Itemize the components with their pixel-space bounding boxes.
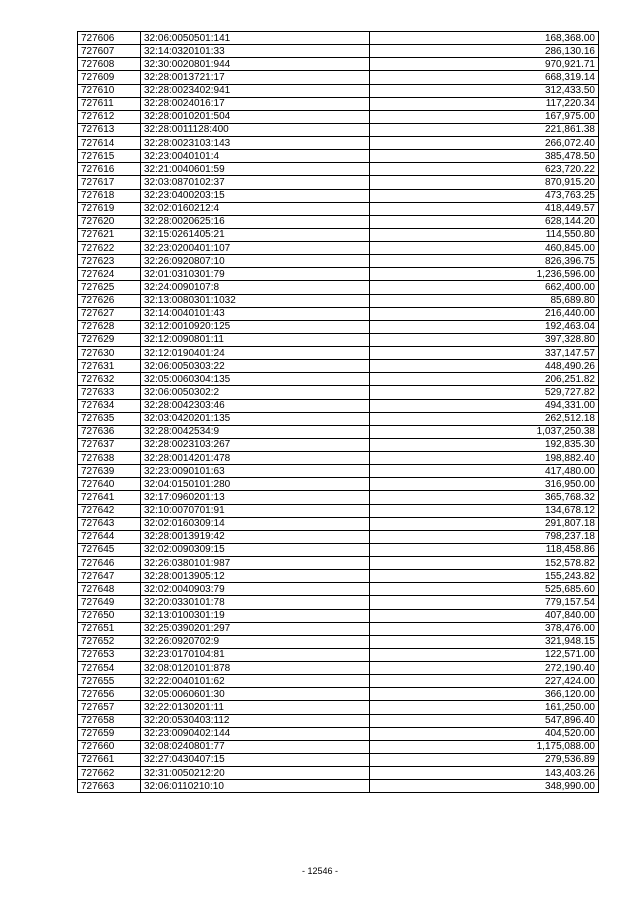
table-row: [78, 530, 599, 543]
table-row: [78, 163, 599, 176]
table-row: [78, 517, 599, 530]
cadastral-number-cell: 32:15:0261405:21: [141, 228, 370, 241]
row-id-cell: 727626: [78, 294, 141, 307]
row-id-cell: 727609: [78, 71, 141, 84]
value-cell: 155,243.82: [370, 570, 599, 583]
table-row: [78, 648, 599, 661]
value-cell: 970,921.71: [370, 58, 599, 71]
cadastral-number-cell: 32:02:0160309:14: [141, 517, 370, 530]
row-id-cell: 727663: [78, 780, 141, 793]
cadastral-number-cell: 32:06:0110210:10: [141, 780, 370, 793]
cadastral-number-cell: 32:31:0050212:20: [141, 767, 370, 780]
value-cell: 117,220.34: [370, 97, 599, 110]
cadastral-number-cell: 32:30:0020801:944: [141, 58, 370, 71]
table-row: [78, 360, 599, 373]
cadastral-number-cell: 32:28:0013905:12: [141, 570, 370, 583]
cadastral-number-cell: 32:06:0050501:141: [141, 32, 370, 45]
cadastral-number-cell: 32:14:0320101:33: [141, 45, 370, 58]
table-row: [78, 570, 599, 583]
row-id-cell: 727660: [78, 740, 141, 753]
value-cell: 316,950.00: [370, 478, 599, 491]
row-id-cell: 727619: [78, 202, 141, 215]
value-cell: 167,975.00: [370, 110, 599, 123]
table-row: [78, 255, 599, 268]
row-id-cell: 727647: [78, 570, 141, 583]
table-row: [78, 373, 599, 386]
cadastral-number-cell: 32:23:0090402:144: [141, 727, 370, 740]
value-cell: 321,948.15: [370, 635, 599, 648]
table-row: [78, 386, 599, 399]
row-id-cell: 727628: [78, 320, 141, 333]
value-cell: 312,433.50: [370, 84, 599, 97]
cadastral-number-cell: 32:28:0042303:46: [141, 399, 370, 412]
row-id-cell: 727659: [78, 727, 141, 740]
cadastral-number-cell: 32:12:0190401:24: [141, 347, 370, 360]
cadastral-number-cell: 32:28:0010201:504: [141, 110, 370, 123]
value-cell: 407,840.00: [370, 609, 599, 622]
table-row: [78, 465, 599, 478]
row-id-cell: 727614: [78, 137, 141, 150]
row-id-cell: 727620: [78, 215, 141, 228]
cadastral-number-cell: 32:25:0390201:297: [141, 622, 370, 635]
table-row: [78, 84, 599, 97]
value-cell: 168,368.00: [370, 32, 599, 45]
value-cell: 221,861.38: [370, 123, 599, 136]
row-id-cell: 727636: [78, 425, 141, 438]
table-row: [78, 438, 599, 451]
cadastral-number-cell: 32:28:0042534:9: [141, 425, 370, 438]
table-row: [78, 753, 599, 766]
table-row: [78, 491, 599, 504]
row-id-cell: 727615: [78, 150, 141, 163]
cadastral-value-table: [77, 31, 599, 793]
table-row: [78, 137, 599, 150]
row-id-cell: 727662: [78, 767, 141, 780]
cadastral-number-cell: 32:02:0160212:4: [141, 202, 370, 215]
cadastral-number-cell: 32:28:0023103:267: [141, 438, 370, 451]
value-cell: 448,490.26: [370, 360, 599, 373]
value-cell: 417,480.00: [370, 465, 599, 478]
table-row: [78, 557, 599, 570]
value-cell: 216,440.00: [370, 307, 599, 320]
table-row: [78, 714, 599, 727]
cadastral-number-cell: 32:28:0023402:941: [141, 84, 370, 97]
value-cell: 1,175,088.00: [370, 740, 599, 753]
value-cell: 348,990.00: [370, 780, 599, 793]
table-row: [78, 320, 599, 333]
cadastral-number-cell: 32:28:0023103:143: [141, 137, 370, 150]
row-id-cell: 727645: [78, 543, 141, 556]
value-cell: 547,896.40: [370, 714, 599, 727]
cadastral-number-cell: 32:01:0310301:79: [141, 268, 370, 281]
table-row: [78, 58, 599, 71]
value-cell: 337,147.57: [370, 347, 599, 360]
cadastral-number-cell: 32:23:0040101:4: [141, 150, 370, 163]
value-cell: 134,678.12: [370, 504, 599, 517]
cadastral-number-cell: 32:20:0330101:78: [141, 596, 370, 609]
row-id-cell: 727616: [78, 163, 141, 176]
value-cell: 279,536.89: [370, 753, 599, 766]
value-cell: 192,835.30: [370, 438, 599, 451]
table-row: [78, 202, 599, 215]
row-id-cell: 727652: [78, 635, 141, 648]
row-id-cell: 727658: [78, 714, 141, 727]
row-id-cell: 727623: [78, 255, 141, 268]
value-cell: 378,476.00: [370, 622, 599, 635]
row-id-cell: 727625: [78, 281, 141, 294]
table-row: [78, 596, 599, 609]
table-row: [78, 123, 599, 136]
value-cell: 266,072.40: [370, 137, 599, 150]
value-cell: 628,144.20: [370, 215, 599, 228]
row-id-cell: 727649: [78, 596, 141, 609]
cadastral-number-cell: 32:02:0090309:15: [141, 543, 370, 556]
row-id-cell: 727651: [78, 622, 141, 635]
value-cell: 122,571.00: [370, 648, 599, 661]
cadastral-number-cell: 32:10:0070701:91: [141, 504, 370, 517]
table-row: [78, 425, 599, 438]
row-id-cell: 727646: [78, 557, 141, 570]
cadastral-number-cell: 32:28:0020625:16: [141, 215, 370, 228]
row-id-cell: 727653: [78, 648, 141, 661]
table-row: [78, 189, 599, 202]
table-row: [78, 333, 599, 346]
row-id-cell: 727655: [78, 675, 141, 688]
value-cell: 494,331.00: [370, 399, 599, 412]
table-row: [78, 215, 599, 228]
value-cell: 366,120.00: [370, 688, 599, 701]
row-id-cell: 727648: [78, 583, 141, 596]
cadastral-number-cell: 32:26:0920807:10: [141, 255, 370, 268]
table-row: [78, 399, 599, 412]
cadastral-number-cell: 32:05:0060304:135: [141, 373, 370, 386]
cadastral-number-cell: 32:28:0024016:17: [141, 97, 370, 110]
cadastral-number-cell: 32:22:0130201:11: [141, 701, 370, 714]
value-cell: 227,424.00: [370, 675, 599, 688]
table-row: [78, 675, 599, 688]
row-id-cell: 727608: [78, 58, 141, 71]
row-id-cell: 727657: [78, 701, 141, 714]
cadastral-number-cell: 32:20:0530403:112: [141, 714, 370, 727]
value-cell: 525,685.60: [370, 583, 599, 596]
row-id-cell: 727631: [78, 360, 141, 373]
value-cell: 418,449.57: [370, 202, 599, 215]
value-cell: 385,478.50: [370, 150, 599, 163]
row-id-cell: 727611: [78, 97, 141, 110]
row-id-cell: 727641: [78, 491, 141, 504]
value-cell: 365,768.32: [370, 491, 599, 504]
cadastral-number-cell: 32:28:0013919:42: [141, 530, 370, 543]
value-cell: 662,400.00: [370, 281, 599, 294]
row-id-cell: 727642: [78, 504, 141, 517]
cadastral-number-cell: 32:23:0200401:107: [141, 242, 370, 255]
cadastral-number-cell: 32:12:0010920:125: [141, 320, 370, 333]
table-row: [78, 150, 599, 163]
value-cell: 114,550.80: [370, 228, 599, 241]
cadastral-number-cell: 32:27:0430407:15: [141, 753, 370, 766]
value-cell: 473,763.25: [370, 189, 599, 202]
row-id-cell: 727624: [78, 268, 141, 281]
row-id-cell: 727612: [78, 110, 141, 123]
table-row: [78, 701, 599, 714]
table-row: [78, 294, 599, 307]
value-cell: 152,578.82: [370, 557, 599, 570]
row-id-cell: 727610: [78, 84, 141, 97]
value-cell: 779,157.54: [370, 596, 599, 609]
value-cell: 192,463.04: [370, 320, 599, 333]
cadastral-number-cell: 32:04:0150101:280: [141, 478, 370, 491]
value-cell: 870,915.20: [370, 176, 599, 189]
value-cell: 262,512.18: [370, 412, 599, 425]
row-id-cell: 727643: [78, 517, 141, 530]
value-cell: 118,458.86: [370, 543, 599, 556]
cadastral-number-cell: 32:28:0013721:17: [141, 71, 370, 84]
row-id-cell: 727656: [78, 688, 141, 701]
cadastral-number-cell: 32:22:0040101:62: [141, 675, 370, 688]
cadastral-number-cell: 32:24:0090107:8: [141, 281, 370, 294]
cadastral-number-cell: 32:13:0100301:19: [141, 609, 370, 622]
cadastral-number-cell: 32:08:0120101:878: [141, 662, 370, 675]
cadastral-number-cell: 32:12:0090801:11: [141, 333, 370, 346]
value-cell: 668,319.14: [370, 71, 599, 84]
table-row: [78, 268, 599, 281]
row-id-cell: 727634: [78, 399, 141, 412]
cadastral-number-cell: 32:13:0080301:1032: [141, 294, 370, 307]
table-row: [78, 45, 599, 58]
value-cell: 206,251.82: [370, 373, 599, 386]
row-id-cell: 727639: [78, 465, 141, 478]
value-cell: 1,037,250.38: [370, 425, 599, 438]
table-row: [78, 727, 599, 740]
table-row: [78, 583, 599, 596]
cadastral-number-cell: 32:21:0040601:59: [141, 163, 370, 176]
table-body: [78, 32, 599, 793]
cadastral-number-cell: 32:28:0014201:478: [141, 452, 370, 465]
table-row: [78, 281, 599, 294]
table-row: [78, 635, 599, 648]
row-id-cell: 727621: [78, 228, 141, 241]
cadastral-number-cell: 32:23:0090101:63: [141, 465, 370, 478]
table-row: [78, 242, 599, 255]
cadastral-number-cell: 32:28:0011128:400: [141, 123, 370, 136]
row-id-cell: 727613: [78, 123, 141, 136]
table-row: [78, 347, 599, 360]
value-cell: 529,727.82: [370, 386, 599, 399]
value-cell: 798,237.18: [370, 530, 599, 543]
row-id-cell: 727618: [78, 189, 141, 202]
row-id-cell: 727635: [78, 412, 141, 425]
row-id-cell: 727654: [78, 662, 141, 675]
row-id-cell: 727630: [78, 347, 141, 360]
table-row: [78, 543, 599, 556]
row-id-cell: 727661: [78, 753, 141, 766]
cadastral-number-cell: 32:23:0400203:15: [141, 189, 370, 202]
row-id-cell: 727607: [78, 45, 141, 58]
table-row: [78, 780, 599, 793]
table-row: [78, 767, 599, 780]
table-row: [78, 478, 599, 491]
row-id-cell: 727606: [78, 32, 141, 45]
table-row: [78, 307, 599, 320]
table-row: [78, 609, 599, 622]
table-row: [78, 71, 599, 84]
value-cell: 85,689.80: [370, 294, 599, 307]
row-id-cell: 727617: [78, 176, 141, 189]
table-row: [78, 662, 599, 675]
cadastral-number-cell: 32:17:0960201:13: [141, 491, 370, 504]
cadastral-number-cell: 32:06:0050302:2: [141, 386, 370, 399]
value-cell: 404,520.00: [370, 727, 599, 740]
table-row: [78, 110, 599, 123]
table-row: [78, 228, 599, 241]
row-id-cell: 727629: [78, 333, 141, 346]
page-number: - 12546 -: [301, 866, 339, 876]
cadastral-number-cell: 32:03:0870102:37: [141, 176, 370, 189]
table-row: [78, 688, 599, 701]
row-id-cell: 727650: [78, 609, 141, 622]
cadastral-number-cell: 32:05:0060601:30: [141, 688, 370, 701]
table-row: [78, 412, 599, 425]
value-cell: 397,328.80: [370, 333, 599, 346]
row-id-cell: 727638: [78, 452, 141, 465]
value-cell: 460,845.00: [370, 242, 599, 255]
value-cell: 161,250.00: [370, 701, 599, 714]
table-row: [78, 97, 599, 110]
cadastral-number-cell: 32:23:0170104:81: [141, 648, 370, 661]
value-cell: 623,720.22: [370, 163, 599, 176]
row-id-cell: 727633: [78, 386, 141, 399]
row-id-cell: 727632: [78, 373, 141, 386]
table-row: [78, 176, 599, 189]
cadastral-number-cell: 32:06:0050303:22: [141, 360, 370, 373]
table-row: [78, 32, 599, 45]
cadastral-number-cell: 32:02:0040903:79: [141, 583, 370, 596]
row-id-cell: 727640: [78, 478, 141, 491]
value-cell: 1,236,596.00: [370, 268, 599, 281]
value-cell: 272,190.40: [370, 662, 599, 675]
table-row: [78, 504, 599, 517]
table-row: [78, 452, 599, 465]
cadastral-number-cell: 32:26:0380101:987: [141, 557, 370, 570]
value-cell: 826,396.75: [370, 255, 599, 268]
row-id-cell: 727622: [78, 242, 141, 255]
cadastral-number-cell: 32:08:0240801:77: [141, 740, 370, 753]
value-cell: 286,130.16: [370, 45, 599, 58]
value-cell: 198,882.40: [370, 452, 599, 465]
cadastral-number-cell: 32:26:0920702:9: [141, 635, 370, 648]
table-row: [78, 740, 599, 753]
cadastral-number-cell: 32:03:0420201:135: [141, 412, 370, 425]
row-id-cell: 727627: [78, 307, 141, 320]
table-row: [78, 622, 599, 635]
row-id-cell: 727644: [78, 530, 141, 543]
value-cell: 143,403.26: [370, 767, 599, 780]
value-cell: 291,807.18: [370, 517, 599, 530]
row-id-cell: 727637: [78, 438, 141, 451]
cadastral-number-cell: 32:14:0040101:43: [141, 307, 370, 320]
